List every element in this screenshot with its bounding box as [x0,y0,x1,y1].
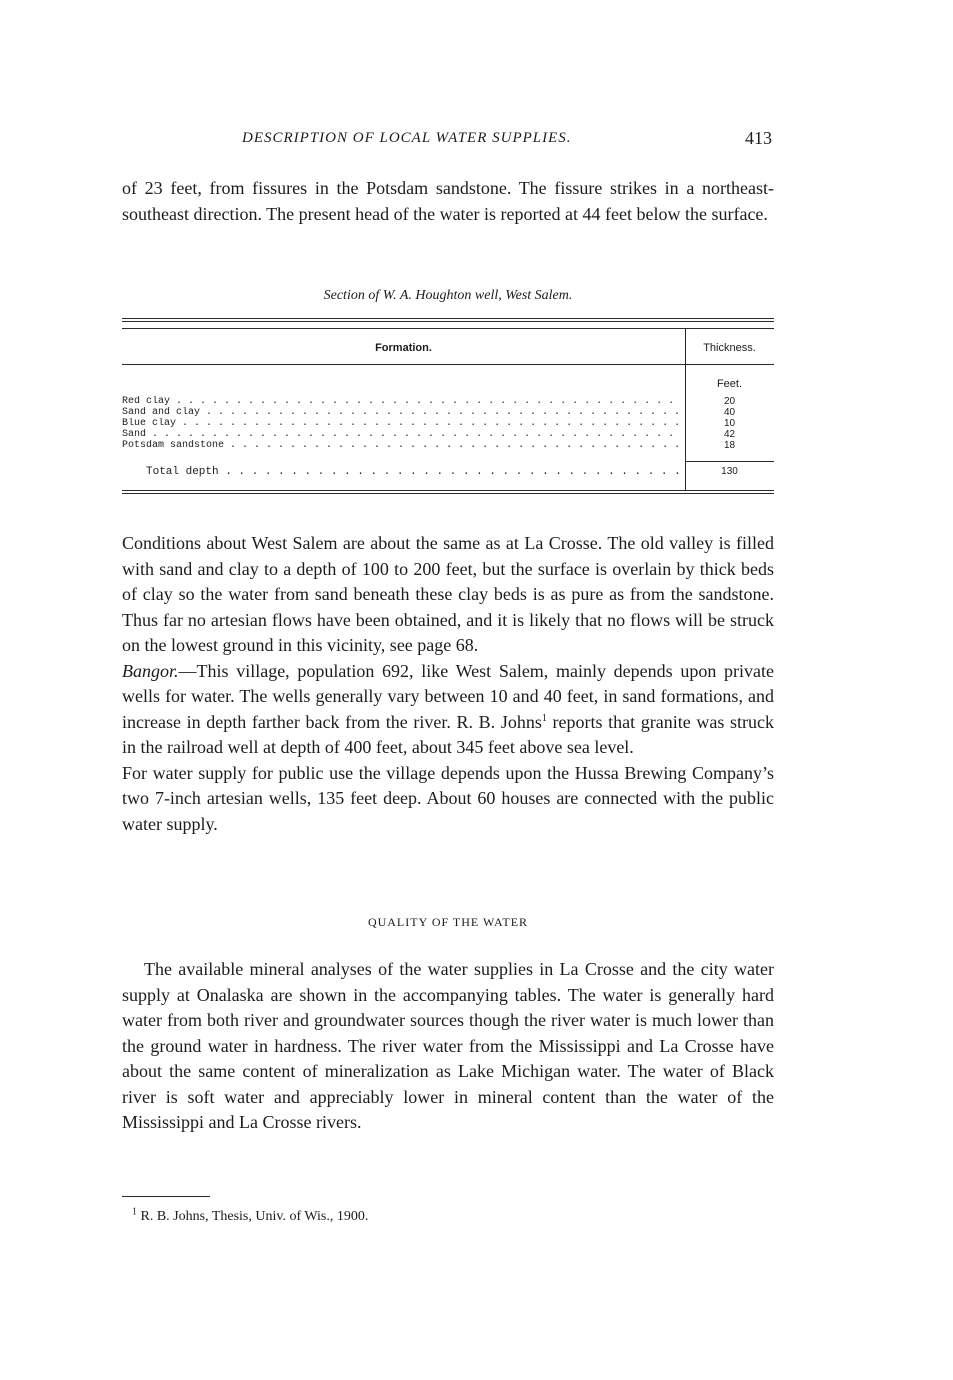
total-row [122,466,774,480]
formation-cell: Blue clay . . . [122,418,682,429]
table-top-rule [122,318,774,319]
section-heading: QUALITY OF THE WATER [367,915,529,929]
bangor-text: —This village, population 692, like West Salem, mainly depends upon private wells for water. The wells generally vary between 10 and 40 feet, in sand formations, and increase in depth farther back from the river. R. B. Johns [122,660,774,732]
table-bottom-rule [122,490,774,491]
thickness-cell: 20 [723,396,736,407]
formation-cell: Potsdam sandstone . . . [122,440,682,451]
table-bottom-rule-double [122,493,774,494]
table-row [122,429,774,440]
footnote [132,1206,369,1225]
footnote-reference: 1 [541,712,547,724]
table-row [122,440,774,451]
bangor-paragraph [122,659,774,761]
formation-cell: Red clay . . . [122,396,682,407]
table-row [122,396,774,407]
footnote-mark: 1 [132,1206,137,1218]
thickness-cell: 18 [723,440,736,451]
footnote-text: R. B. Johns, Thesis, Univ. of Wis., 1900. [140,1209,369,1224]
total-rule [685,461,774,462]
page-number: 413 [745,128,772,148]
thickness-cell: 42 [723,429,736,440]
opening-paragraph: of 23 feet, from fissures in the Potsdam sandstone. The fissure strikes in a northeast-southeast direction. The present head of the water is reported at 44 feet below the surface. [122,178,774,224]
table-caption: Section of W. A. Houghton well, West Salem. [323,288,573,303]
formation-cell: Sand . . . [122,429,682,440]
table-rows [122,396,774,451]
running-title: DESCRIPTION OF LOCAL WATER SUPPLIES. [242,130,572,146]
table-row [122,418,774,429]
table-top-rule-double [122,321,774,322]
total-value: 130 [721,466,738,477]
header-bottom-rule [122,364,774,365]
west-salem-paragraph: Conditions about West Salem are about the same as at La Crosse. The old valley is filled with sand and clay to a depth of 100 to 200 feet, but the surface is overlain by thick beds of clay so the water from sand beneath these clay beds is as pure as from the sandstone. Thus far no artesian flows have been obtained, and it is likely that no flows will be struck on the lowest ground in this vicinity, see page 68. [122,533,774,655]
bangor-heading: Bangor. [122,660,179,681]
header-thickness: Thickness. [703,342,756,354]
running-head [122,128,772,152]
well-section-table [122,318,774,496]
footnote-rule [122,1196,210,1197]
thickness-cell: 40 [723,407,736,418]
header-formation: Formation. [375,342,432,354]
public-supply-paragraph: For water supply for public use the village depends upon the Hussa Brewing Company’s two 7-inch artesian wells, 135 feet deep. About 60 houses are connected with the public water supply. [122,762,774,834]
thickness-unit: Feet. [716,378,743,390]
table-row [122,407,774,418]
quality-paragraph: The available mineral analyses of the water supplies in La Crosse and the city water supply at Onalaska are shown in the accompanying tables. The water is generally hard water from both river and groundwater sources though the river water is much lower than the ground water in hardness. The river water from the Mississippi and La Crosse have about the same content of mineralization as Lake Michigan water. The water of Black river is soft water and appreciably lower in mineral content than the water of the Mississippi and La Crosse rivers. [122,959,774,1132]
thickness-cell: 10 [723,418,736,429]
table-header-rule [122,328,774,329]
bangor-text-continued: reports that granite was struck in the railroad well at depth of 400 feet, about 345 feet above sea level. [122,711,775,757]
total-label: Total depth . . . [146,466,682,478]
main-text-block [122,531,774,837]
formation-cell: Sand and clay . . . [122,407,682,418]
